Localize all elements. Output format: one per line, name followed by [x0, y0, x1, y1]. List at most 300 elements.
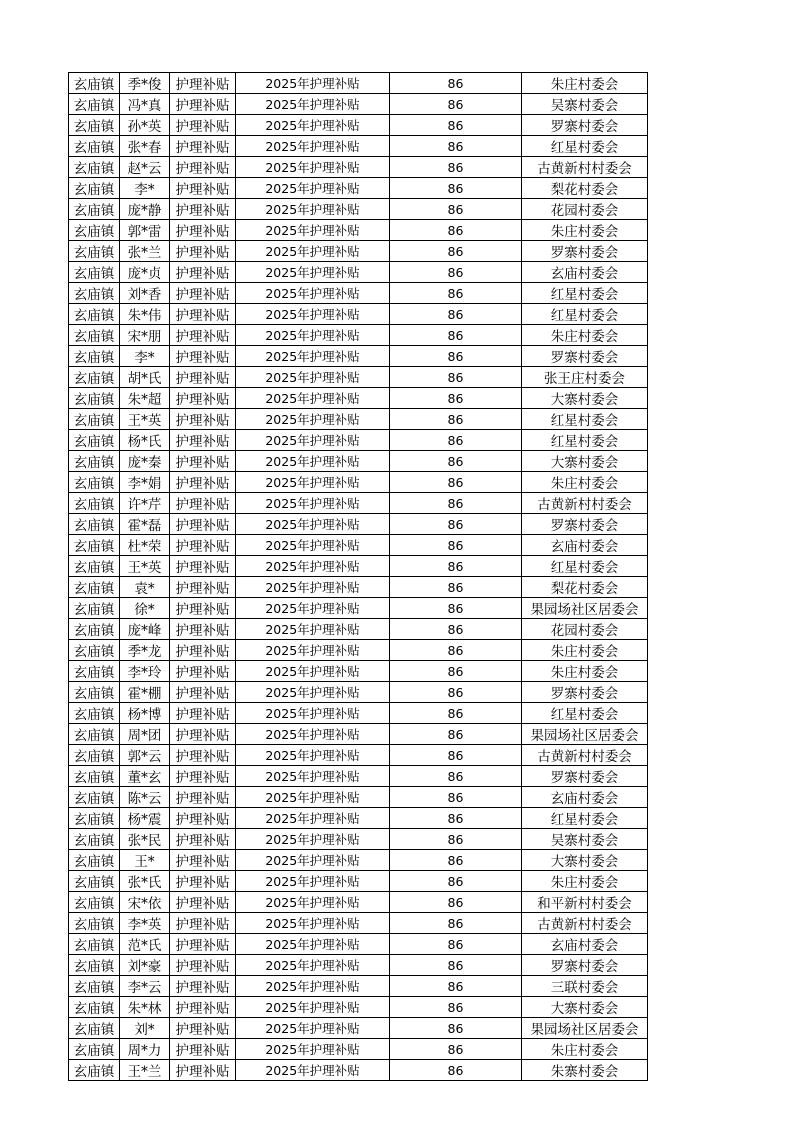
town-cell: 玄庙镇: [69, 640, 120, 661]
amount-cell: 86: [390, 556, 522, 577]
name-cell: 徐*: [120, 598, 170, 619]
subsidy-type-cell: 护理补贴: [170, 976, 236, 997]
name-cell: 李*娟: [120, 472, 170, 493]
town-cell: 玄庙镇: [69, 892, 120, 913]
amount-cell: 86: [390, 640, 522, 661]
subsidy-type-cell: 护理补贴: [170, 535, 236, 556]
name-cell: 王*: [120, 850, 170, 871]
name-cell: 张*民: [120, 829, 170, 850]
subsidy-type-cell: 护理补贴: [170, 661, 236, 682]
village-committee-cell: 朱庄村委会: [522, 1039, 648, 1060]
subsidy-item-cell: 2025年护理补贴: [236, 829, 390, 850]
name-cell: 李*云: [120, 976, 170, 997]
amount-cell: 86: [390, 724, 522, 745]
subsidy-type-cell: 护理补贴: [170, 703, 236, 724]
subsidy-item-cell: 2025年护理补贴: [236, 682, 390, 703]
table-row: [69, 724, 648, 745]
subsidy-type-cell: 护理补贴: [170, 514, 236, 535]
table-row: [69, 1060, 648, 1081]
subsidy-table: [68, 72, 648, 1081]
amount-cell: 86: [390, 157, 522, 178]
table-row: [69, 262, 648, 283]
subsidy-type-cell: 护理补贴: [170, 199, 236, 220]
subsidy-type-cell: 护理补贴: [170, 871, 236, 892]
town-cell: 玄庙镇: [69, 220, 120, 241]
subsidy-item-cell: 2025年护理补贴: [236, 577, 390, 598]
village-committee-cell: 大寨村委会: [522, 850, 648, 871]
name-cell: 郭*云: [120, 745, 170, 766]
subsidy-item-cell: 2025年护理补贴: [236, 556, 390, 577]
table-row: [69, 619, 648, 640]
name-cell: 庞*贞: [120, 262, 170, 283]
subsidy-item-cell: 2025年护理补贴: [236, 1018, 390, 1039]
name-cell: 杜*荣: [120, 535, 170, 556]
subsidy-type-cell: 护理补贴: [170, 409, 236, 430]
name-cell: 刘*豪: [120, 955, 170, 976]
subsidy-type-cell: 护理补贴: [170, 94, 236, 115]
town-cell: 玄庙镇: [69, 1018, 120, 1039]
town-cell: 玄庙镇: [69, 367, 120, 388]
subsidy-item-cell: 2025年护理补贴: [236, 409, 390, 430]
subsidy-type-cell: 护理补贴: [170, 367, 236, 388]
town-cell: 玄庙镇: [69, 934, 120, 955]
name-cell: 李*英: [120, 913, 170, 934]
village-committee-cell: 朱庄村委会: [522, 661, 648, 682]
town-cell: 玄庙镇: [69, 493, 120, 514]
subsidy-type-cell: 护理补贴: [170, 808, 236, 829]
subsidy-type-cell: 护理补贴: [170, 556, 236, 577]
subsidy-item-cell: 2025年护理补贴: [236, 766, 390, 787]
subsidy-item-cell: 2025年护理补贴: [236, 598, 390, 619]
subsidy-item-cell: 2025年护理补贴: [236, 871, 390, 892]
amount-cell: 86: [390, 325, 522, 346]
subsidy-type-cell: 护理补贴: [170, 682, 236, 703]
town-cell: 玄庙镇: [69, 472, 120, 493]
village-committee-cell: 果园场社区居委会: [522, 724, 648, 745]
village-committee-cell: 古黄新村村委会: [522, 913, 648, 934]
table-row: [69, 934, 648, 955]
name-cell: 宋*朋: [120, 325, 170, 346]
town-cell: 玄庙镇: [69, 94, 120, 115]
amount-cell: 86: [390, 1039, 522, 1060]
town-cell: 玄庙镇: [69, 1060, 120, 1081]
amount-cell: 86: [390, 1060, 522, 1081]
table-row: [69, 451, 648, 472]
village-committee-cell: 朱庄村委会: [522, 220, 648, 241]
village-committee-cell: 朱庄村委会: [522, 325, 648, 346]
village-committee-cell: 红星村委会: [522, 430, 648, 451]
amount-cell: 86: [390, 430, 522, 451]
amount-cell: 86: [390, 283, 522, 304]
subsidy-type-cell: 护理补贴: [170, 892, 236, 913]
subsidy-item-cell: 2025年护理补贴: [236, 157, 390, 178]
village-committee-cell: 吴寨村委会: [522, 829, 648, 850]
village-committee-cell: 红星村委会: [522, 703, 648, 724]
village-committee-cell: 红星村委会: [522, 556, 648, 577]
name-cell: 朱*林: [120, 997, 170, 1018]
town-cell: 玄庙镇: [69, 724, 120, 745]
village-committee-cell: 朱庄村委会: [522, 871, 648, 892]
town-cell: 玄庙镇: [69, 577, 120, 598]
amount-cell: 86: [390, 346, 522, 367]
name-cell: 郭*雷: [120, 220, 170, 241]
amount-cell: 86: [390, 871, 522, 892]
name-cell: 袁*: [120, 577, 170, 598]
subsidy-item-cell: 2025年护理补贴: [236, 661, 390, 682]
town-cell: 玄庙镇: [69, 157, 120, 178]
amount-cell: 86: [390, 598, 522, 619]
subsidy-item-cell: 2025年护理补贴: [236, 367, 390, 388]
subsidy-type-cell: 护理补贴: [170, 73, 236, 94]
amount-cell: 86: [390, 682, 522, 703]
amount-cell: 86: [390, 199, 522, 220]
table-row: [69, 178, 648, 199]
village-committee-cell: 大寨村委会: [522, 388, 648, 409]
table-row: [69, 283, 648, 304]
subsidy-table-body: [69, 73, 648, 1081]
subsidy-item-cell: 2025年护理补贴: [236, 73, 390, 94]
town-cell: 玄庙镇: [69, 409, 120, 430]
subsidy-item-cell: 2025年护理补贴: [236, 451, 390, 472]
village-committee-cell: 花园村委会: [522, 619, 648, 640]
table-row: [69, 955, 648, 976]
amount-cell: 86: [390, 892, 522, 913]
amount-cell: 86: [390, 493, 522, 514]
village-committee-cell: 玄庙村委会: [522, 535, 648, 556]
town-cell: 玄庙镇: [69, 1039, 120, 1060]
table-row: [69, 94, 648, 115]
village-committee-cell: 罗寨村委会: [522, 955, 648, 976]
village-committee-cell: 大寨村委会: [522, 997, 648, 1018]
town-cell: 玄庙镇: [69, 682, 120, 703]
subsidy-type-cell: 护理补贴: [170, 829, 236, 850]
subsidy-item-cell: 2025年护理补贴: [236, 136, 390, 157]
subsidy-item-cell: 2025年护理补贴: [236, 1039, 390, 1060]
village-committee-cell: 罗寨村委会: [522, 766, 648, 787]
village-committee-cell: 红星村委会: [522, 136, 648, 157]
subsidy-item-cell: 2025年护理补贴: [236, 178, 390, 199]
subsidy-type-cell: 护理补贴: [170, 136, 236, 157]
town-cell: 玄庙镇: [69, 199, 120, 220]
subsidy-item-cell: 2025年护理补贴: [236, 262, 390, 283]
table-row: [69, 514, 648, 535]
subsidy-item-cell: 2025年护理补贴: [236, 1060, 390, 1081]
table-row: [69, 493, 648, 514]
name-cell: 宋*依: [120, 892, 170, 913]
subsidy-item-cell: 2025年护理补贴: [236, 472, 390, 493]
town-cell: 玄庙镇: [69, 283, 120, 304]
village-committee-cell: 玄庙村委会: [522, 934, 648, 955]
town-cell: 玄庙镇: [69, 304, 120, 325]
table-row: [69, 535, 648, 556]
subsidy-item-cell: 2025年护理补贴: [236, 241, 390, 262]
subsidy-item-cell: 2025年护理补贴: [236, 955, 390, 976]
subsidy-type-cell: 护理补贴: [170, 913, 236, 934]
town-cell: 玄庙镇: [69, 619, 120, 640]
subsidy-item-cell: 2025年护理补贴: [236, 430, 390, 451]
subsidy-type-cell: 护理补贴: [170, 115, 236, 136]
subsidy-type-cell: 护理补贴: [170, 619, 236, 640]
table-row: [69, 430, 648, 451]
table-row: [69, 829, 648, 850]
amount-cell: 86: [390, 388, 522, 409]
amount-cell: 86: [390, 1018, 522, 1039]
table-row: [69, 745, 648, 766]
subsidy-item-cell: 2025年护理补贴: [236, 892, 390, 913]
subsidy-item-cell: 2025年护理补贴: [236, 913, 390, 934]
amount-cell: 86: [390, 976, 522, 997]
subsidy-type-cell: 护理补贴: [170, 262, 236, 283]
subsidy-type-cell: 护理补贴: [170, 346, 236, 367]
table-row: [69, 1018, 648, 1039]
subsidy-item-cell: 2025年护理补贴: [236, 535, 390, 556]
name-cell: 赵*云: [120, 157, 170, 178]
amount-cell: 86: [390, 577, 522, 598]
village-committee-cell: 朱庄村委会: [522, 73, 648, 94]
name-cell: 刘*香: [120, 283, 170, 304]
subsidy-item-cell: 2025年护理补贴: [236, 640, 390, 661]
name-cell: 朱*超: [120, 388, 170, 409]
subsidy-item-cell: 2025年护理补贴: [236, 724, 390, 745]
name-cell: 朱*伟: [120, 304, 170, 325]
subsidy-type-cell: 护理补贴: [170, 955, 236, 976]
village-committee-cell: 梨花村委会: [522, 178, 648, 199]
table-row: [69, 682, 648, 703]
table-row: [69, 850, 648, 871]
village-committee-cell: 张王庄村委会: [522, 367, 648, 388]
amount-cell: 86: [390, 262, 522, 283]
town-cell: 玄庙镇: [69, 262, 120, 283]
amount-cell: 86: [390, 913, 522, 934]
town-cell: 玄庙镇: [69, 136, 120, 157]
name-cell: 周*团: [120, 724, 170, 745]
village-committee-cell: 红星村委会: [522, 409, 648, 430]
town-cell: 玄庙镇: [69, 451, 120, 472]
name-cell: 庞*静: [120, 199, 170, 220]
town-cell: 玄庙镇: [69, 241, 120, 262]
name-cell: 周*力: [120, 1039, 170, 1060]
town-cell: 玄庙镇: [69, 598, 120, 619]
amount-cell: 86: [390, 241, 522, 262]
village-committee-cell: 吴寨村委会: [522, 94, 648, 115]
subsidy-item-cell: 2025年护理补贴: [236, 115, 390, 136]
name-cell: 胡*氏: [120, 367, 170, 388]
amount-cell: 86: [390, 220, 522, 241]
subsidy-item-cell: 2025年护理补贴: [236, 493, 390, 514]
subsidy-type-cell: 护理补贴: [170, 1039, 236, 1060]
amount-cell: 86: [390, 472, 522, 493]
town-cell: 玄庙镇: [69, 976, 120, 997]
name-cell: 冯*真: [120, 94, 170, 115]
amount-cell: 86: [390, 703, 522, 724]
town-cell: 玄庙镇: [69, 808, 120, 829]
subsidy-item-cell: 2025年护理补贴: [236, 850, 390, 871]
table-row: [69, 199, 648, 220]
village-committee-cell: 朱寨村委会: [522, 1060, 648, 1081]
amount-cell: 86: [390, 850, 522, 871]
amount-cell: 86: [390, 73, 522, 94]
village-committee-cell: 罗寨村委会: [522, 514, 648, 535]
name-cell: 陈*云: [120, 787, 170, 808]
subsidy-type-cell: 护理补贴: [170, 934, 236, 955]
subsidy-item-cell: 2025年护理补贴: [236, 283, 390, 304]
name-cell: 李*玲: [120, 661, 170, 682]
name-cell: 庞*秦: [120, 451, 170, 472]
subsidy-type-cell: 护理补贴: [170, 220, 236, 241]
village-committee-cell: 罗寨村委会: [522, 241, 648, 262]
table-row: [69, 241, 648, 262]
village-committee-cell: 红星村委会: [522, 808, 648, 829]
subsidy-item-cell: 2025年护理补贴: [236, 388, 390, 409]
subsidy-type-cell: 护理补贴: [170, 178, 236, 199]
village-committee-cell: 古黄新村村委会: [522, 157, 648, 178]
subsidy-item-cell: 2025年护理补贴: [236, 934, 390, 955]
name-cell: 张*春: [120, 136, 170, 157]
subsidy-type-cell: 护理补贴: [170, 157, 236, 178]
name-cell: 范*氏: [120, 934, 170, 955]
subsidy-type-cell: 护理补贴: [170, 724, 236, 745]
amount-cell: 86: [390, 934, 522, 955]
name-cell: 庞*峰: [120, 619, 170, 640]
table-row: [69, 409, 648, 430]
subsidy-type-cell: 护理补贴: [170, 388, 236, 409]
name-cell: 杨*博: [120, 703, 170, 724]
town-cell: 玄庙镇: [69, 535, 120, 556]
table-row: [69, 892, 648, 913]
village-committee-cell: 古黄新村村委会: [522, 745, 648, 766]
name-cell: 杨*氏: [120, 430, 170, 451]
table-row: [69, 598, 648, 619]
town-cell: 玄庙镇: [69, 514, 120, 535]
village-committee-cell: 红星村委会: [522, 304, 648, 325]
table-row: [69, 997, 648, 1018]
town-cell: 玄庙镇: [69, 829, 120, 850]
subsidy-item-cell: 2025年护理补贴: [236, 808, 390, 829]
amount-cell: 86: [390, 304, 522, 325]
subsidy-type-cell: 护理补贴: [170, 766, 236, 787]
town-cell: 玄庙镇: [69, 766, 120, 787]
subsidy-type-cell: 护理补贴: [170, 451, 236, 472]
name-cell: 董*玄: [120, 766, 170, 787]
table-row: [69, 157, 648, 178]
village-committee-cell: 大寨村委会: [522, 451, 648, 472]
town-cell: 玄庙镇: [69, 430, 120, 451]
village-committee-cell: 古黄新村村委会: [522, 493, 648, 514]
amount-cell: 86: [390, 955, 522, 976]
subsidy-type-cell: 护理补贴: [170, 997, 236, 1018]
subsidy-type-cell: 护理补贴: [170, 430, 236, 451]
town-cell: 玄庙镇: [69, 913, 120, 934]
table-row: [69, 640, 648, 661]
table-row: [69, 556, 648, 577]
table-row: [69, 325, 648, 346]
table-row: [69, 73, 648, 94]
table-row: [69, 472, 648, 493]
name-cell: 王*兰: [120, 1060, 170, 1081]
village-committee-cell: 罗寨村委会: [522, 682, 648, 703]
village-committee-cell: 罗寨村委会: [522, 115, 648, 136]
town-cell: 玄庙镇: [69, 997, 120, 1018]
table-row: [69, 1039, 648, 1060]
village-committee-cell: 果园场社区居委会: [522, 1018, 648, 1039]
village-committee-cell: 梨花村委会: [522, 577, 648, 598]
subsidy-item-cell: 2025年护理补贴: [236, 514, 390, 535]
amount-cell: 86: [390, 997, 522, 1018]
amount-cell: 86: [390, 766, 522, 787]
subsidy-type-cell: 护理补贴: [170, 241, 236, 262]
town-cell: 玄庙镇: [69, 703, 120, 724]
village-committee-cell: 三联村委会: [522, 976, 648, 997]
town-cell: 玄庙镇: [69, 73, 120, 94]
name-cell: 杨*震: [120, 808, 170, 829]
town-cell: 玄庙镇: [69, 346, 120, 367]
table-row: [69, 367, 648, 388]
village-committee-cell: 玄庙村委会: [522, 787, 648, 808]
subsidy-type-cell: 护理补贴: [170, 745, 236, 766]
subsidy-item-cell: 2025年护理补贴: [236, 619, 390, 640]
table-row: [69, 220, 648, 241]
name-cell: 霍*磊: [120, 514, 170, 535]
amount-cell: 86: [390, 115, 522, 136]
town-cell: 玄庙镇: [69, 871, 120, 892]
table-row: [69, 913, 648, 934]
name-cell: 季*俊: [120, 73, 170, 94]
subsidy-type-cell: 护理补贴: [170, 850, 236, 871]
amount-cell: 86: [390, 409, 522, 430]
subsidy-item-cell: 2025年护理补贴: [236, 703, 390, 724]
amount-cell: 86: [390, 367, 522, 388]
name-cell: 李*: [120, 346, 170, 367]
subsidy-item-cell: 2025年护理补贴: [236, 976, 390, 997]
table-row: [69, 871, 648, 892]
village-committee-cell: 朱庄村委会: [522, 640, 648, 661]
subsidy-type-cell: 护理补贴: [170, 598, 236, 619]
subsidy-item-cell: 2025年护理补贴: [236, 745, 390, 766]
subsidy-type-cell: 护理补贴: [170, 304, 236, 325]
subsidy-item-cell: 2025年护理补贴: [236, 220, 390, 241]
village-committee-cell: 朱庄村委会: [522, 472, 648, 493]
table-row: [69, 787, 648, 808]
name-cell: 张*氏: [120, 871, 170, 892]
village-committee-cell: 果园场社区居委会: [522, 598, 648, 619]
name-cell: 刘*: [120, 1018, 170, 1039]
name-cell: 季*龙: [120, 640, 170, 661]
amount-cell: 86: [390, 808, 522, 829]
town-cell: 玄庙镇: [69, 745, 120, 766]
table-row: [69, 304, 648, 325]
subsidy-type-cell: 护理补贴: [170, 283, 236, 304]
amount-cell: 86: [390, 619, 522, 640]
name-cell: 王*英: [120, 409, 170, 430]
table-row: [69, 388, 648, 409]
amount-cell: 86: [390, 787, 522, 808]
name-cell: 张*兰: [120, 241, 170, 262]
subsidy-item-cell: 2025年护理补贴: [236, 94, 390, 115]
village-committee-cell: 红星村委会: [522, 283, 648, 304]
subsidy-item-cell: 2025年护理补贴: [236, 199, 390, 220]
subsidy-item-cell: 2025年护理补贴: [236, 997, 390, 1018]
village-committee-cell: 花园村委会: [522, 199, 648, 220]
subsidy-item-cell: 2025年护理补贴: [236, 787, 390, 808]
amount-cell: 86: [390, 535, 522, 556]
amount-cell: 86: [390, 178, 522, 199]
amount-cell: 86: [390, 94, 522, 115]
table-row: [69, 136, 648, 157]
subsidy-type-cell: 护理补贴: [170, 640, 236, 661]
town-cell: 玄庙镇: [69, 661, 120, 682]
table-row: [69, 976, 648, 997]
table-row: [69, 808, 648, 829]
